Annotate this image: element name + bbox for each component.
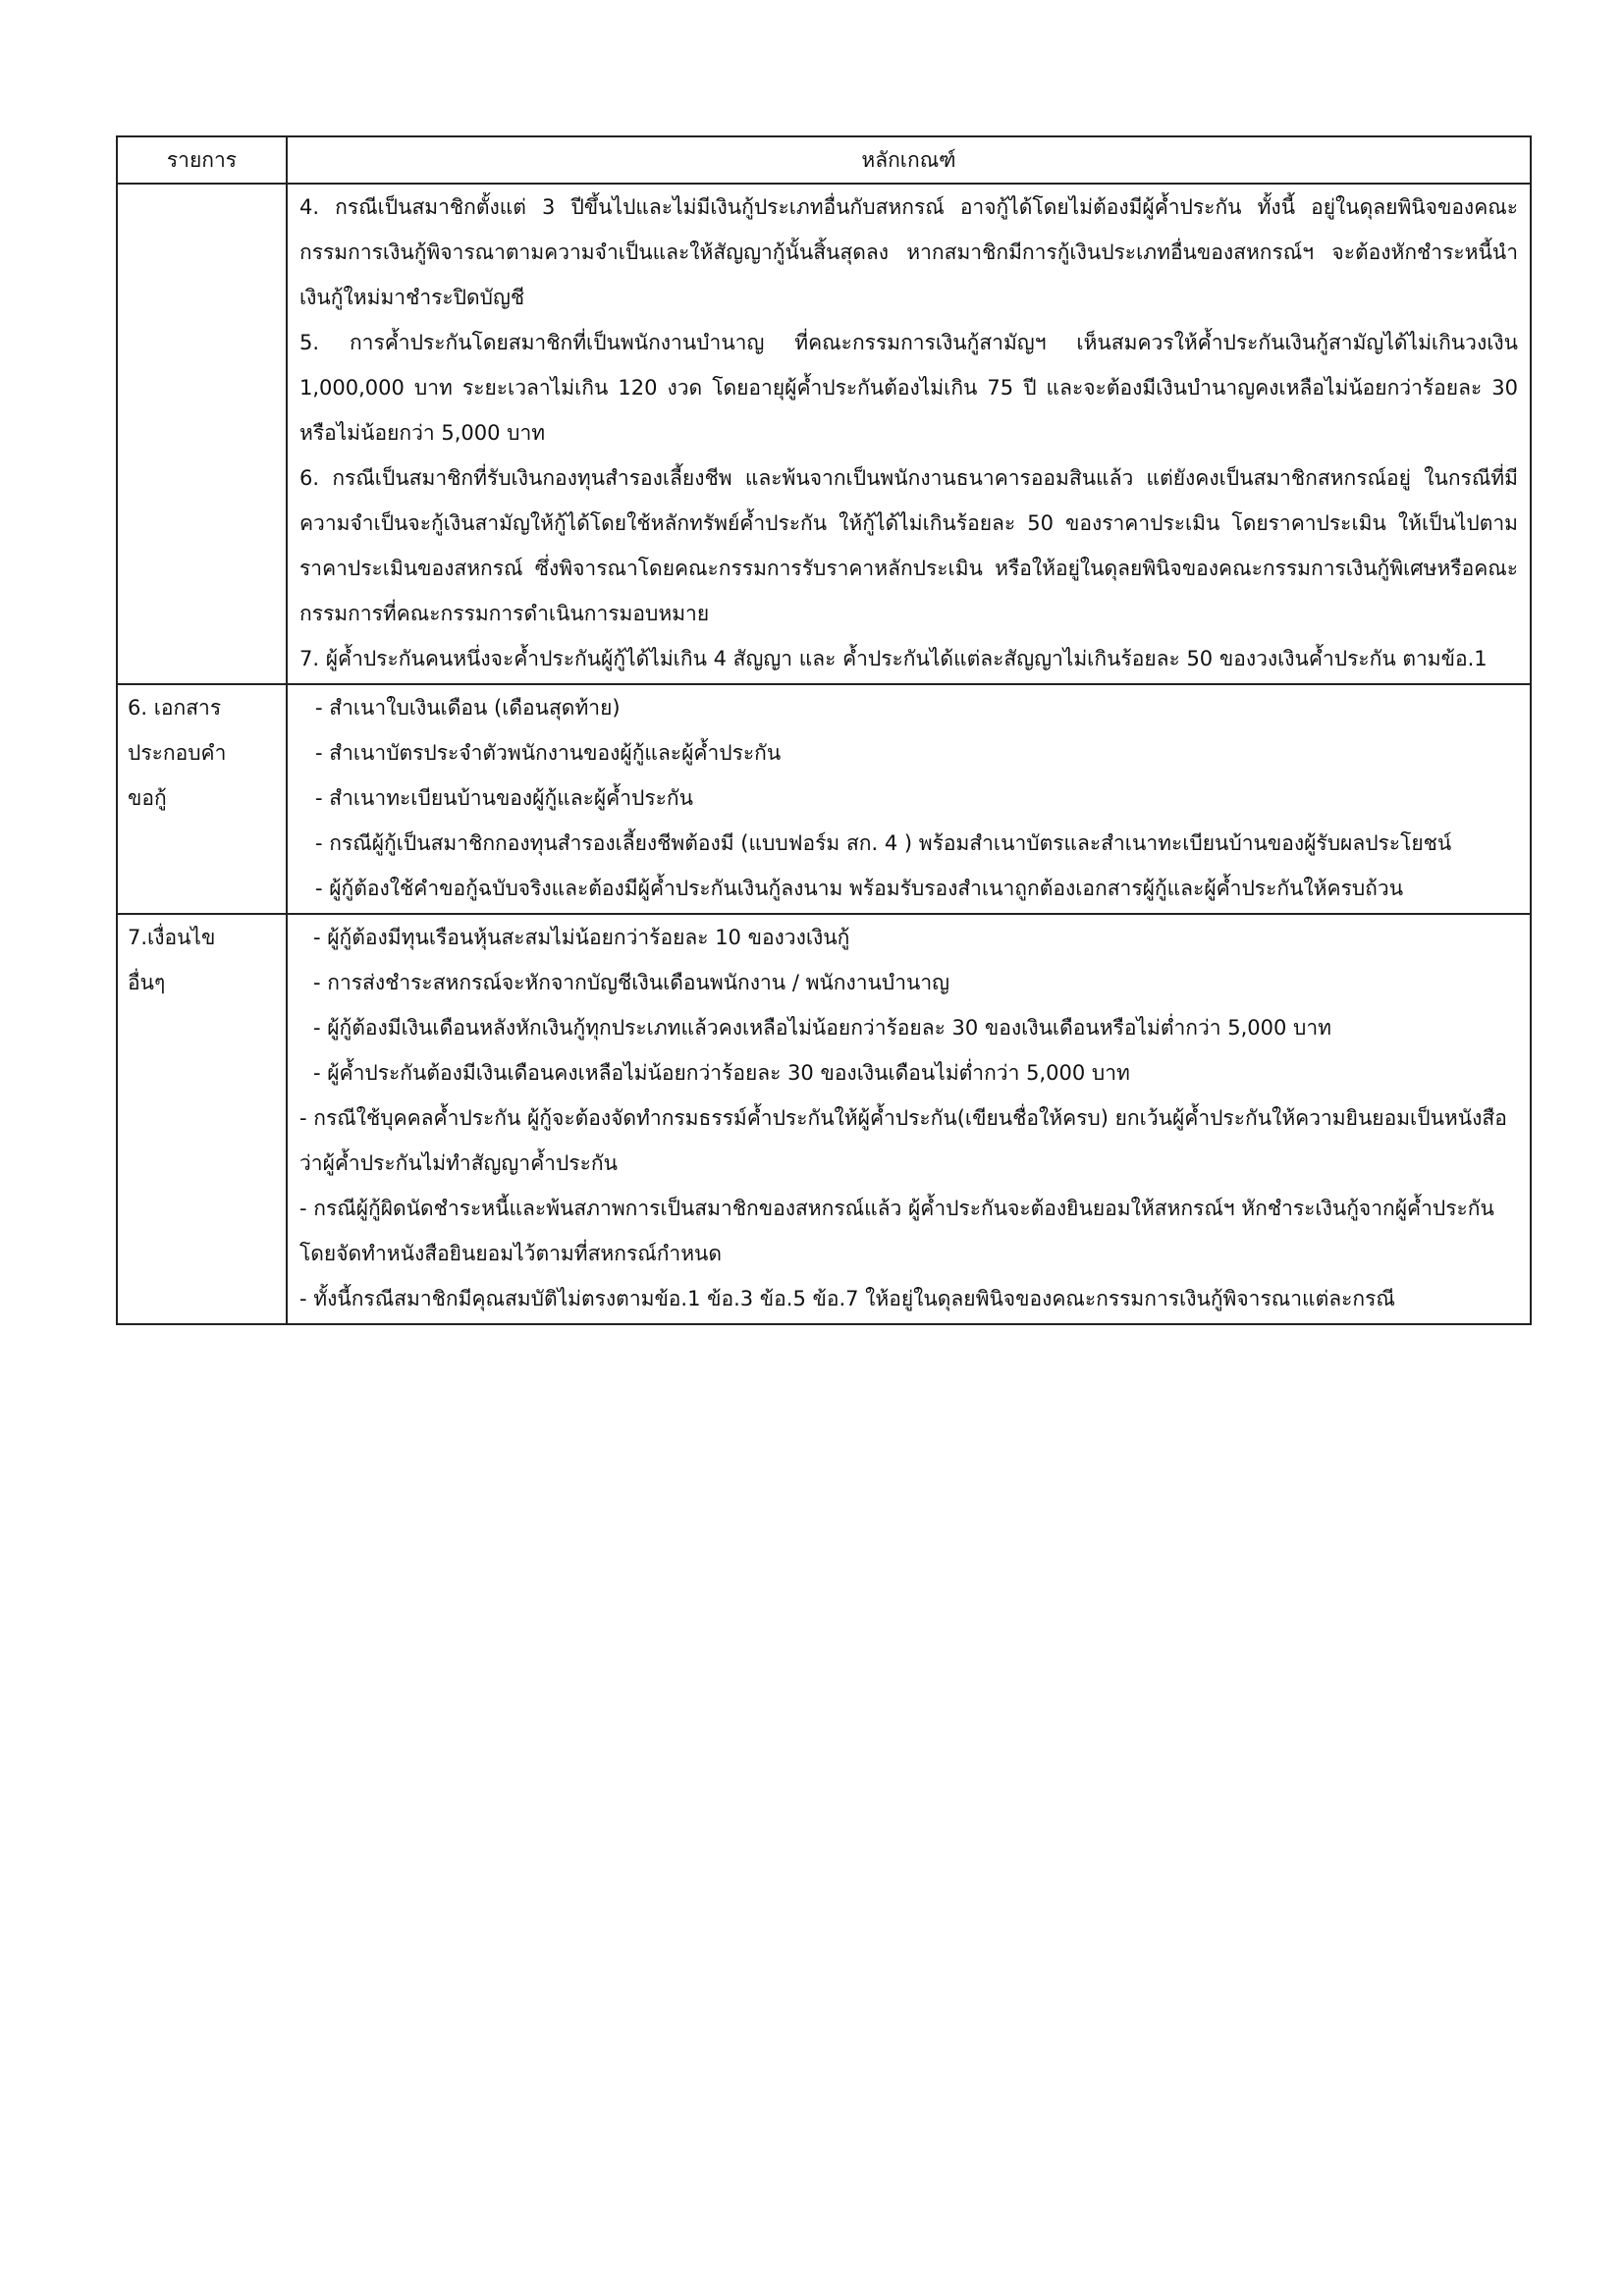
condition-item-7: - ทั้งนี้กรณีสมาชิกมีคุณสมบัติไม่ตรงตามข้อ.1 ข้อ.3 ข้อ.5 ข้อ.7 ให้อยู่ในดุลยพินิจของคณะกรรมการเงินกู้พิจารณาแต่ละกรณี — [299, 1287, 1395, 1310]
document-item-5: - ผู้กู้ต้องใช้คำขอกู้ฉบับจริงและต้องมีผู้ค้ำประกันเงินกู้ลงนาม พร้อมรับรองสำเนาถูกต้องเอกสารผู้กู้และผู้ค้ำประกันให้ครบถ้วน — [315, 877, 1404, 900]
condition-item-5: - กรณีใช้บุคคลค้ำประกัน ผู้กู้จะต้องจัดทำกรมธรรม์ค้ำประกันให้ผู้ค้ำประกัน(เขียนชื่อให้ครบ) ยกเว้นผู้ค้ำประกันให้ความยินยอมเป็นหนังสือว่าผู้ค้ำประกันไม่ทำสัญญาค้ำประกัน — [299, 1106, 1507, 1175]
document-item-3: - สำเนาทะเบียนบ้านของผู้กู้และผู้ค้ำประกัน — [315, 786, 693, 810]
document-item-1: - สำเนาใบเงินเดือน (เดือนสุดท้าย) — [315, 696, 621, 720]
criteria-item-7: 7. ผู้ค้ำประกันคนหนึ่งจะค้ำประกันผู้กู้ได้ไม่เกิน 4 สัญญา และ ค้ำประกันได้แต่ละสัญญาไม่เกินร้อยละ 50 ของวงเงินค้ำประกัน ตามข้อ.1 — [299, 647, 1488, 670]
condition-item-2: - การส่งชำระสหกรณ์จะหักจากบัญชีเงินเดือนพนักงาน / พนักงานบำนาญ — [313, 971, 950, 994]
table-header — [117, 136, 1531, 184]
condition-item-6: - กรณีผู้กู้ผิดนัดชำระหนี้และพ้นสภาพการเป็นสมาชิกของสหกรณ์แล้ว ผู้ค้ำประกันจะต้องยินยอมให้สหกรณ์ฯ หักชำระเงินกู้จากผู้ค้ำประกันโดยจัดทำหนังสือยินยอมไว้ตามที่สหกรณ์กำหนด — [299, 1197, 1494, 1265]
condition-item-3: - ผู้กู้ต้องมีเงินเดือนหลังหักเงินกู้ทุกประเภทแล้วคงเหลือไม่น้อยกว่าร้อยละ 30 ของเงินเดือนหรือไม่ต่ำกว่า 5,000 บาท — [313, 1016, 1332, 1040]
criteria-item-4: 4. กรณีเป็นสมาชิกตั้งแต่ 3 ปีขึ้นไปและไม่มีเงินกู้ประเภทอื่นกับสหกรณ์ อาจกู้ได้โดยไม่ต้องมีผู้ค้ำประกัน ทั้งนี้ อยู่ในดุลยพินิจของคณะกรรมการเงินกู้พิจารณาตามความจำเป็นและให้สัญญากู้นั้นสิ้นสุดลง หากสมาชิกมีการกู้เงินประเภทอื่นของสหกรณ์ฯ จะต้องหักชำระหนี้นำเงินกู้ใหม่มาชำระปิดบัญชี — [299, 195, 1518, 309]
table-row-continuation — [117, 184, 1531, 684]
header-item: รายการ — [117, 136, 287, 184]
row-label-conditions — [117, 914, 287, 1324]
row-content-documents — [287, 684, 1531, 914]
documents-label-text: 6. เอกสาร ประกอบคำ ขอกู้ — [128, 696, 227, 810]
row-content-continuation — [287, 184, 1531, 684]
criteria-item-6: 6. กรณีเป็นสมาชิกที่รับเงินกองทุนสำรองเลี้ยงชีพ และพ้นจากเป็นพนักงานธนาคารออมสินแล้ว แต่ยังคงเป็นสมาชิกสหกรณ์อยู่ ในกรณีที่มีความจำเป็นจะกู้เงินสามัญให้กู้ได้โดยใช้หลักทรัพย์ค้ำประกัน ให้กู้ได้ไม่เกินร้อยละ 50 ของราคาประเมิน โดยราคาประเมิน ให้เป็นไปตามราคาประเมินของสหกรณ์ ซึ่งพิจารณาโดยคณะกรรมการรับราคาหลักประเมิน หรือให้อยู่ในดุลยพินิจของคณะกรรมการเงินกู้พิเศษหรือคณะกรรมการที่คณะกรรมการดำเนินการมอบหมาย — [299, 466, 1518, 625]
table-row-conditions — [117, 914, 1531, 1324]
row-label-continuation — [117, 184, 287, 684]
row-content-conditions — [287, 914, 1531, 1324]
document-item-4: - กรณีผู้กู้เป็นสมาชิกกองทุนสำรองเลี้ยงชีพต้องมี (แบบฟอร์ม สก. 4 ) พร้อมสำเนาบัตรและสำเนาทะเบียนบ้านของผู้รับผลประโยชน์ — [315, 831, 1452, 855]
table-row-documents — [117, 684, 1531, 914]
condition-item-4: - ผู้ค้ำประกันต้องมีเงินเดือนคงเหลือไม่น้อยกว่าร้อยละ 30 ของเงินเดือนไม่ต่ำกว่า 5,000 บาท — [313, 1061, 1130, 1085]
table-header-row — [117, 136, 1531, 184]
condition-item-1: - ผู้กู้ต้องมีทุนเรือนหุ้นสะสมไม่น้อยกว่าร้อยละ 10 ของวงเงินกู้ — [313, 926, 850, 949]
criteria-item-5: 5. การค้ำประกันโดยสมาชิกที่เป็นพนักงานบำนาญ ที่คณะกรรมการเงินกู้สามัญฯ เห็นสมควรให้ค้ำประกันเงินกู้สามัญได้ไม่เกินวงเงิน 1,000,000 บาท ระยะเวลาไม่เกิน 120 งวด โดยอายุผู้ค้ำประกันต้องไม่เกิน 75 ปี และจะต้องมีเงินบำนาญคงเหลือไม่น้อยกว่าร้อยละ 30 หรือไม่น้อยกว่า 5,000 บาท — [299, 331, 1518, 445]
conditions-label-text: 7.เงื่อนไข อื่นๆ — [128, 926, 216, 994]
row-label-documents — [117, 684, 287, 914]
document-item-2: - สำเนาบัตรประจำตัวพนักงานของผู้กู้และผู้ค้ำประกัน — [315, 741, 782, 765]
criteria-table — [116, 135, 1532, 1325]
header-criteria: หลักเกณฑ์ — [287, 136, 1531, 184]
